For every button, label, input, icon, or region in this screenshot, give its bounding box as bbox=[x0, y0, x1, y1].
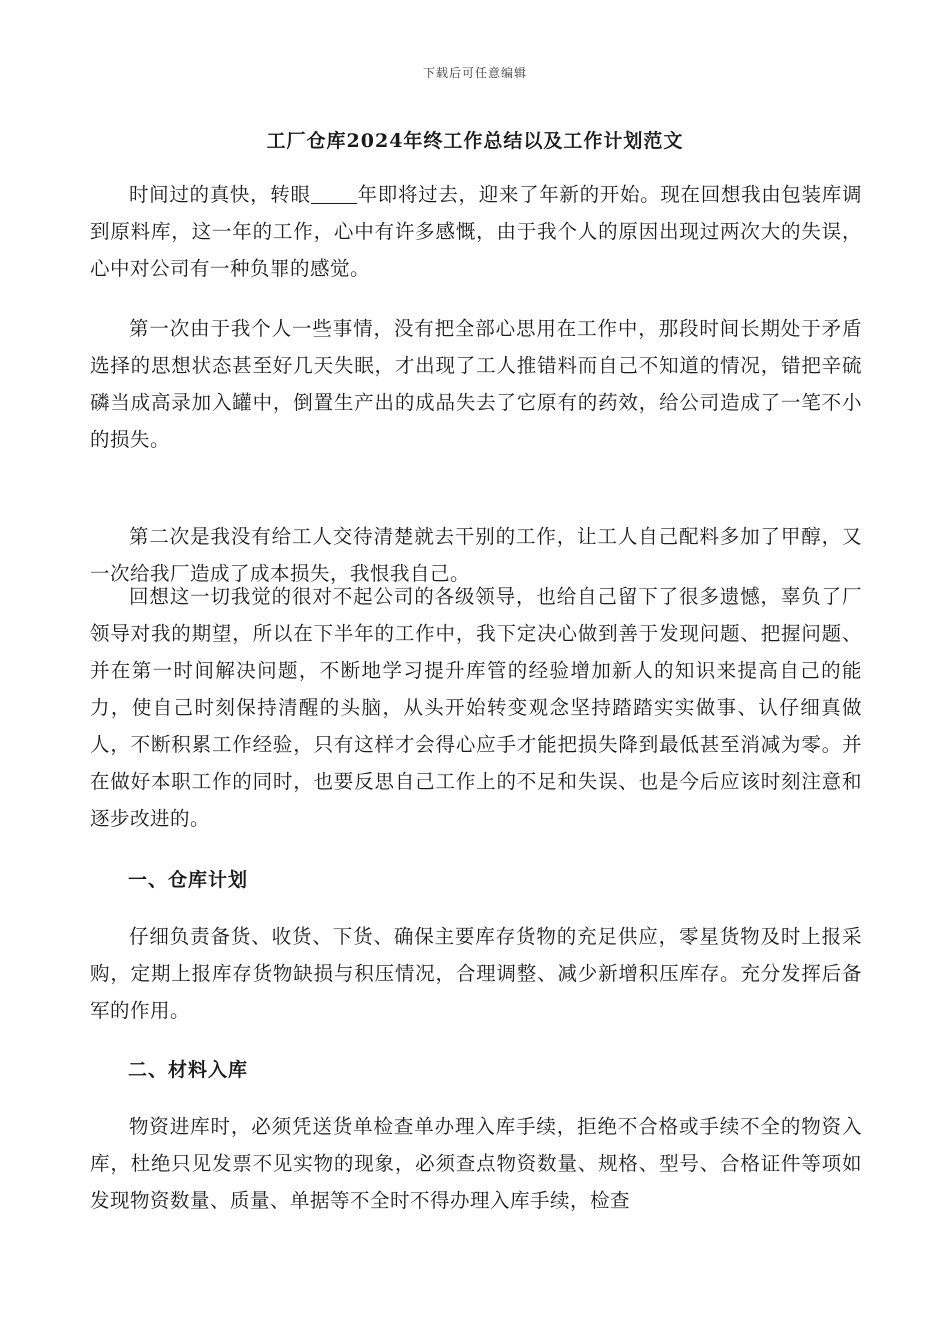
section-heading-warehouse-plan: 一、仓库计划 bbox=[128, 869, 249, 891]
fill-in-blank bbox=[311, 184, 358, 205]
paragraph-1-rest: 年即将过去，迎来了年新的开始。现在回想我由包装库调到原料库，这一年的工作，心中有许多感慨，由于我个人的原因出现过两次大的失误，心中对公司有一种负罪的感觉。 bbox=[90, 183, 862, 280]
paragraph-1-start: 时间过的真快，转眼 bbox=[129, 183, 311, 206]
section-heading-material-inbound: 二、材料入库 bbox=[128, 1059, 249, 1081]
document-title: 工厂仓库2024年终工作总结以及工作计划范文 bbox=[266, 130, 684, 152]
paragraph-block-6 bbox=[90, 1108, 862, 1219]
paragraph-5: 仔细负责备货、收货、下货、确保主要库存货物的充足供应，零星货物及时上报采购，定期上报库存货物缺损与积压情况，合理调整、减少新增积压库存。充分发挥后备军的作用。 bbox=[90, 925, 862, 1022]
paragraph-4: 回想这一切我觉的很对不起公司的各级领导，也给自己留下了很多遗憾，辜负了厂领导对我的期望，所以在下半年的工作中，我下定决心做到善于发现问题、把握问题、并在第一时间解决问题，不断地学习提升库管的经验增加新人的知识来提高自己的能力，使自己时刻保持清醒的头脑，从头开始转变观念坚持踏踏实实做事、认仔细真做人，不断积累工作经验，只有这样才会得心应手才能把损失降到最低甚至消减为零。并在做好本职工作的同时，也要反思自己工作上的不足和失误、也是今后应该时刻注意和逐步改进的。 bbox=[90, 585, 862, 830]
paragraph-2: 第一次由于我个人一些事情，没有把全部心思用在工作中，那段时间长期处于矛盾选择的思想状态甚至好几天失眠，才出现了工人推错料而自己不知道的情况，错把辛硫磷当成高录加入罐中，倒置生产出的成品失去了它原有的药效，给公司造成了一笔不小的损失。 bbox=[90, 317, 862, 451]
paragraph-1 bbox=[90, 176, 862, 287]
paragraph-3: 第二次是我没有给工人交待清楚就去干别的工作，让工人自己配料多加了甲醇，又一次给我厂造成了成本损失，我恨我自己。 bbox=[90, 525, 862, 585]
paragraph-block-4 bbox=[90, 578, 862, 837]
paragraph-block-2 bbox=[90, 310, 862, 458]
header-note: 下载后可任意编辑 bbox=[422, 66, 527, 80]
paragraph-block-5 bbox=[90, 918, 862, 1029]
section-heading-2-block bbox=[90, 1052, 862, 1089]
paragraph-intro bbox=[90, 176, 862, 287]
section-heading-1-block bbox=[90, 862, 862, 899]
paragraph-6: 物资进库时，必须凭送货单检查单办理入库手续，拒绝不合格或手续不全的物资入库，杜绝只见发票不见实物的现象，必须查点物资数量、规格、型号、合格证件等项如发现物资数量、质量、单据等不全时不得办理入库手续，检查 bbox=[90, 1115, 862, 1212]
